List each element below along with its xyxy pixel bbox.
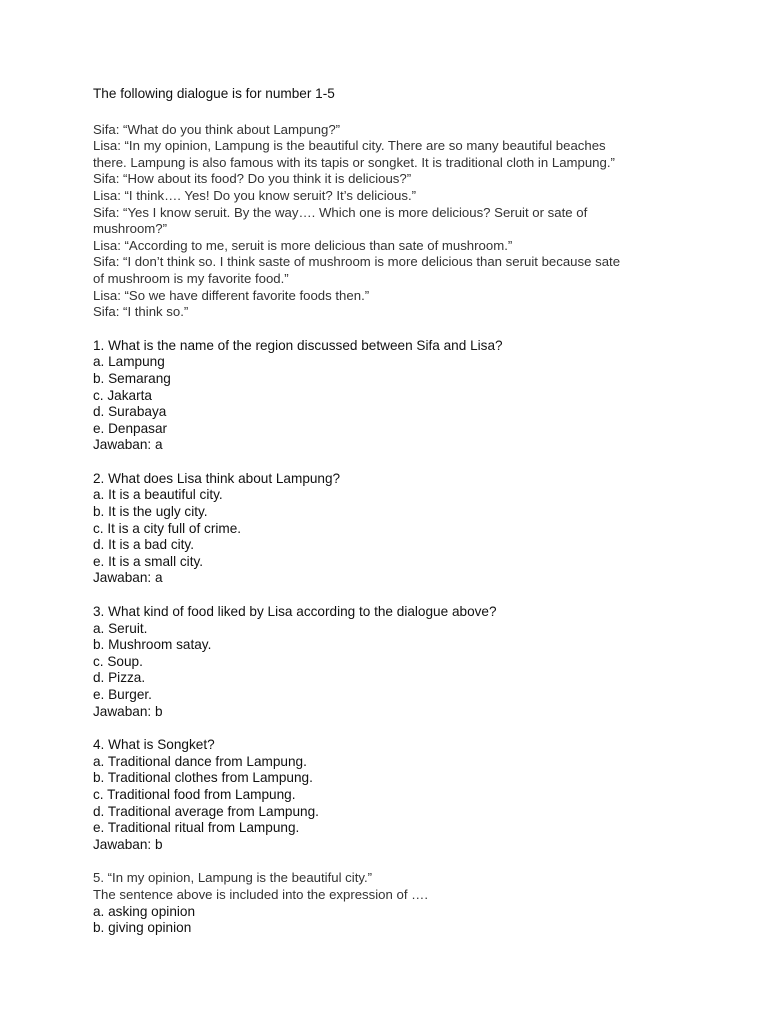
page-heading: The following dialogue is for number 1-5 (93, 86, 335, 101)
question-5 (93, 870, 733, 936)
answer-option: e. Traditional ritual from Lampung. (93, 820, 300, 836)
answer-option: b. It is the ugly city. (93, 504, 208, 520)
question-stem: 1. What is the name of the region discussed between Sifa and Lisa? (93, 337, 503, 353)
answer-option: c. It is a city full of crime. (93, 520, 242, 536)
dialogue-line: Sifa: “I don’t think so. I think saste of mushroom is more delicious than seruit because sate (93, 254, 621, 270)
question-3 (93, 604, 733, 720)
dialogue-line: there. Lampung is also famous with its tapis or songket. It is traditional cloth in Lampung.” (93, 154, 615, 170)
answer-option: e. It is a small city. (93, 553, 204, 569)
dialogue-line: of mushroom is my favorite food.” (93, 270, 289, 286)
dialogue-line: Lisa: “So we have different favorite foods then.” (93, 287, 370, 303)
answer-key: Jawaban: b (93, 836, 163, 852)
answer-key: Jawaban: a (93, 437, 163, 453)
dialogue-line: Lisa: “According to me, seruit is more delicious than sate of mushroom.” (93, 237, 513, 253)
dialogue-line: mushroom?” (93, 221, 168, 237)
answer-option: a. Seruit. (93, 620, 148, 636)
dialogue-line: Lisa: “In my opinion, Lampung is the beautiful city. There are so many beautiful beaches (93, 138, 606, 154)
question-stem: 5. “In my opinion, Lampung is the beautiful city.” (93, 870, 373, 886)
document-page (93, 86, 733, 954)
answer-option: d. Surabaya (93, 404, 167, 420)
answer-option: a. asking opinion (93, 903, 196, 919)
answer-option: c. Traditional food from Lampung. (93, 786, 296, 802)
dialogue-line: Sifa: “How about its food? Do you think it is delicious?” (93, 171, 412, 187)
question-2 (93, 471, 733, 587)
dialogue-line: Lisa: “I think…. Yes! Do you know seruit? It’s delicious.” (93, 187, 417, 203)
question-4 (93, 737, 733, 853)
answer-option: d. Traditional average from Lampung. (93, 803, 319, 819)
answer-option: b. giving opinion (93, 920, 192, 936)
answer-key: Jawaban: a (93, 570, 163, 586)
answer-option: a. It is a beautiful city. (93, 487, 223, 503)
answer-option: b. Mushroom satay. (93, 637, 212, 653)
answer-key: Jawaban: b (93, 703, 163, 719)
question-stem: The sentence above is included into the expression of …. (93, 886, 429, 902)
answer-option: d. Pizza. (93, 670, 146, 686)
answer-option: d. It is a bad city. (93, 537, 194, 553)
question-1 (93, 338, 733, 454)
question-stem: 4. What is Songket? (93, 737, 215, 753)
question-stem: 3. What kind of food liked by Lisa according to the dialogue above? (93, 604, 497, 620)
dialogue-line: Sifa: “Yes I know seruit. By the way…. Which one is more delicious? Seruit or sate of (93, 204, 588, 220)
answer-option: c. Jakarta (93, 387, 152, 403)
dialogue-line: Sifa: “I think so.” (93, 304, 189, 320)
answer-option: b. Traditional clothes from Lampung. (93, 770, 313, 786)
answer-option: b. Semarang (93, 370, 171, 386)
answer-option: a. Traditional dance from Lampung. (93, 753, 307, 769)
answer-option: a. Lampung (93, 354, 165, 370)
dialogue-line: Sifa: “What do you think about Lampung?” (93, 121, 341, 137)
dialogue-block (93, 122, 733, 321)
answer-option: e. Denpasar (93, 420, 168, 436)
question-stem: 2. What does Lisa think about Lampung? (93, 470, 341, 486)
answer-option: e. Burger. (93, 687, 152, 702)
answer-option: c. Soup. (93, 653, 143, 669)
